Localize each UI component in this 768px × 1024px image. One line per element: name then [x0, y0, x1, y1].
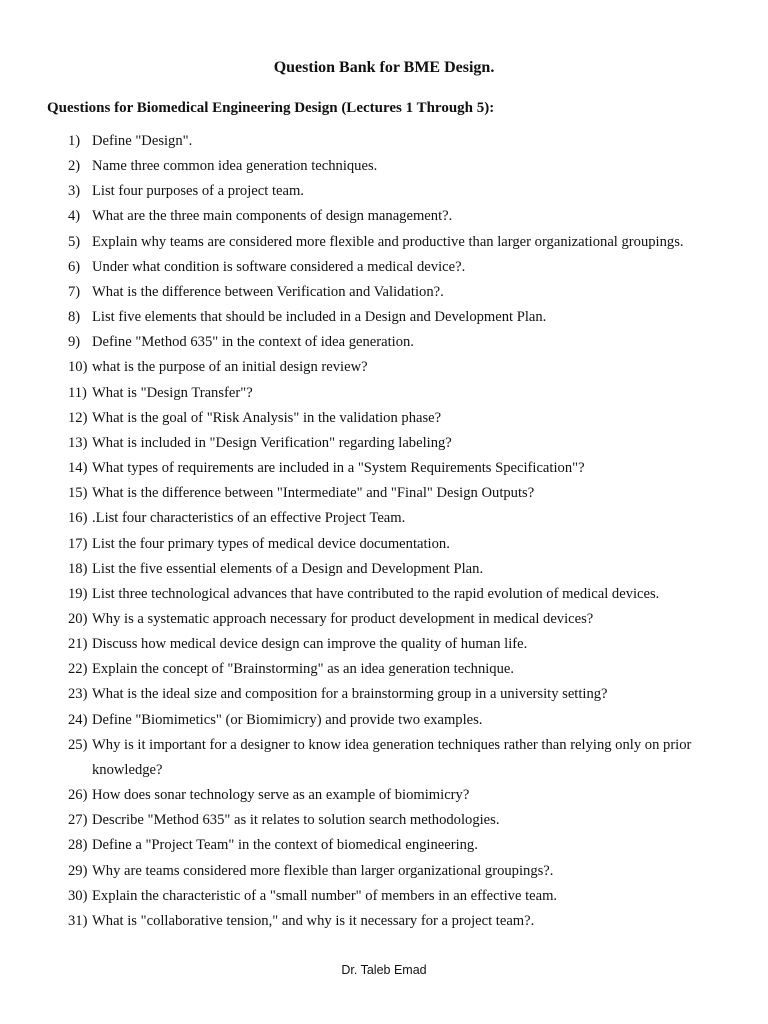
question-item [0, 657, 768, 682]
question-item [0, 532, 768, 557]
question-text: Why are teams considered more flexible than larger organizational groupings?. [92, 862, 554, 879]
question-text: what is the purpose of an initial design review? [92, 359, 368, 376]
question-text: Why is it important for a designer to know idea generation techniques rather than relying only on prior knowledge? [92, 736, 692, 778]
question-number: 19) [68, 585, 88, 602]
question-text: What types of requirements are included in a "System Requirements Specification"? [92, 460, 585, 477]
document-title: Question Bank for BME Design. [273, 59, 495, 76]
question-text: Explain the concept of "Brainstorming" as an idea generation technique. [92, 661, 515, 678]
question-number: 20) [68, 610, 88, 627]
question-number: 14) [68, 460, 88, 477]
question-text: What is the goal of "Risk Analysis" in the validation phase? [92, 409, 442, 426]
question-text: Define "Design". [92, 133, 193, 149]
question-item [0, 456, 768, 481]
question-number: 1) [68, 133, 81, 149]
question-text: Define "Method 635" in the context of idea generation. [92, 334, 414, 351]
question-number: 31) [68, 912, 88, 929]
question-text: Define a "Project Team" in the context of biomedical engineering. [92, 837, 478, 854]
question-item [0, 733, 768, 783]
question-text: List the five essential elements of a Design and Development Plan. [92, 560, 484, 577]
question-text: What is "Design Transfer"? [92, 384, 253, 401]
question-item [0, 204, 768, 229]
question-text: Discuss how medical device design can improve the quality of human life. [92, 636, 528, 653]
question-item [0, 305, 768, 330]
question-item [0, 859, 768, 884]
question-text: List the four primary types of medical device documentation. [92, 535, 450, 552]
question-number: 27) [68, 812, 88, 829]
question-item [0, 230, 768, 255]
question-item [0, 406, 768, 431]
question-number: 18) [68, 560, 88, 577]
question-text: What is included in "Design Verification" regarding labeling? [92, 434, 452, 451]
question-number: 8) [68, 309, 81, 326]
section-heading: Questions for Biomedical Engineering Design (Lectures 1 Through 5): [47, 100, 495, 116]
question-text: Why is a systematic approach necessary for product development in medical devices? [92, 610, 594, 627]
question-item [0, 632, 768, 657]
question-number: 3) [68, 183, 81, 200]
question-item [0, 179, 768, 204]
question-item [0, 783, 768, 808]
question-item [0, 909, 768, 934]
question-item [0, 154, 768, 179]
question-text: How does sonar technology serve as an example of biomimicry? [92, 787, 470, 804]
question-item [0, 129, 768, 154]
question-item [0, 582, 768, 607]
question-number: 15) [68, 485, 88, 502]
question-text: List four purposes of a project team. [92, 183, 304, 200]
question-text: Name three common idea generation techniques. [92, 158, 378, 175]
question-text: Explain the characteristic of a "small number" of members in an effective team. [92, 887, 558, 904]
question-text: List five elements that should be included in a Design and Development Plan. [92, 309, 547, 326]
question-text: What is the ideal size and composition for a brainstorming group in a university setting? [92, 686, 608, 703]
question-text: Define "Biomimetics" (or Biomimicry) and provide two examples. [92, 711, 483, 728]
question-number: 25) [68, 736, 88, 753]
question-number: 4) [68, 208, 81, 225]
question-text: Under what condition is software considered a medical device?. [92, 258, 466, 275]
question-text: What is the difference between Verification and Validation?. [92, 283, 444, 300]
question-number: 30) [68, 887, 88, 904]
document-footer: Dr. Taleb Emad [341, 963, 427, 977]
question-item [0, 355, 768, 380]
question-number: 29) [68, 862, 88, 879]
question-item [0, 255, 768, 280]
question-number: 17) [68, 535, 88, 552]
question-number: 22) [68, 661, 88, 678]
question-number: 6) [68, 258, 81, 275]
question-number: 13) [68, 434, 88, 451]
question-number: 12) [68, 409, 88, 426]
question-item [0, 808, 768, 833]
question-number: 23) [68, 686, 88, 703]
question-number: 26) [68, 787, 88, 804]
question-item [0, 708, 768, 733]
question-number: 21) [68, 636, 88, 653]
question-number: 5) [68, 233, 81, 250]
question-text: Explain why teams are considered more flexible and productive than larger organizational groupings. [92, 233, 684, 250]
question-text: Describe "Method 635" as it relates to solution search methodologies. [92, 812, 500, 829]
question-item [0, 607, 768, 632]
question-item [0, 884, 768, 909]
question-number: 24) [68, 711, 88, 728]
question-text: List three technological advances that have contributed to the rapid evolution of medical devices. [92, 585, 660, 602]
question-list [0, 129, 768, 934]
question-number: 2) [68, 158, 81, 175]
question-item [0, 833, 768, 858]
question-number: 7) [68, 283, 81, 300]
question-item [0, 557, 768, 582]
question-item [0, 481, 768, 506]
question-item [0, 280, 768, 305]
question-text: .List four characteristics of an effective Project Team. [92, 510, 406, 527]
question-text: What are the three main components of design management?. [92, 208, 453, 225]
question-number: 9) [68, 334, 81, 351]
question-number: 10) [68, 359, 88, 376]
question-text: What is the difference between "Intermediate" and "Final" Design Outputs? [92, 485, 535, 502]
question-item [0, 381, 768, 406]
question-item [0, 506, 768, 531]
question-number: 16) [68, 510, 88, 527]
question-item [0, 682, 768, 707]
question-item [0, 330, 768, 355]
question-text: What is "collaborative tension," and why is it necessary for a project team?. [92, 912, 535, 929]
question-number: 11) [68, 384, 87, 401]
question-number: 28) [68, 837, 88, 854]
question-item [0, 431, 768, 456]
